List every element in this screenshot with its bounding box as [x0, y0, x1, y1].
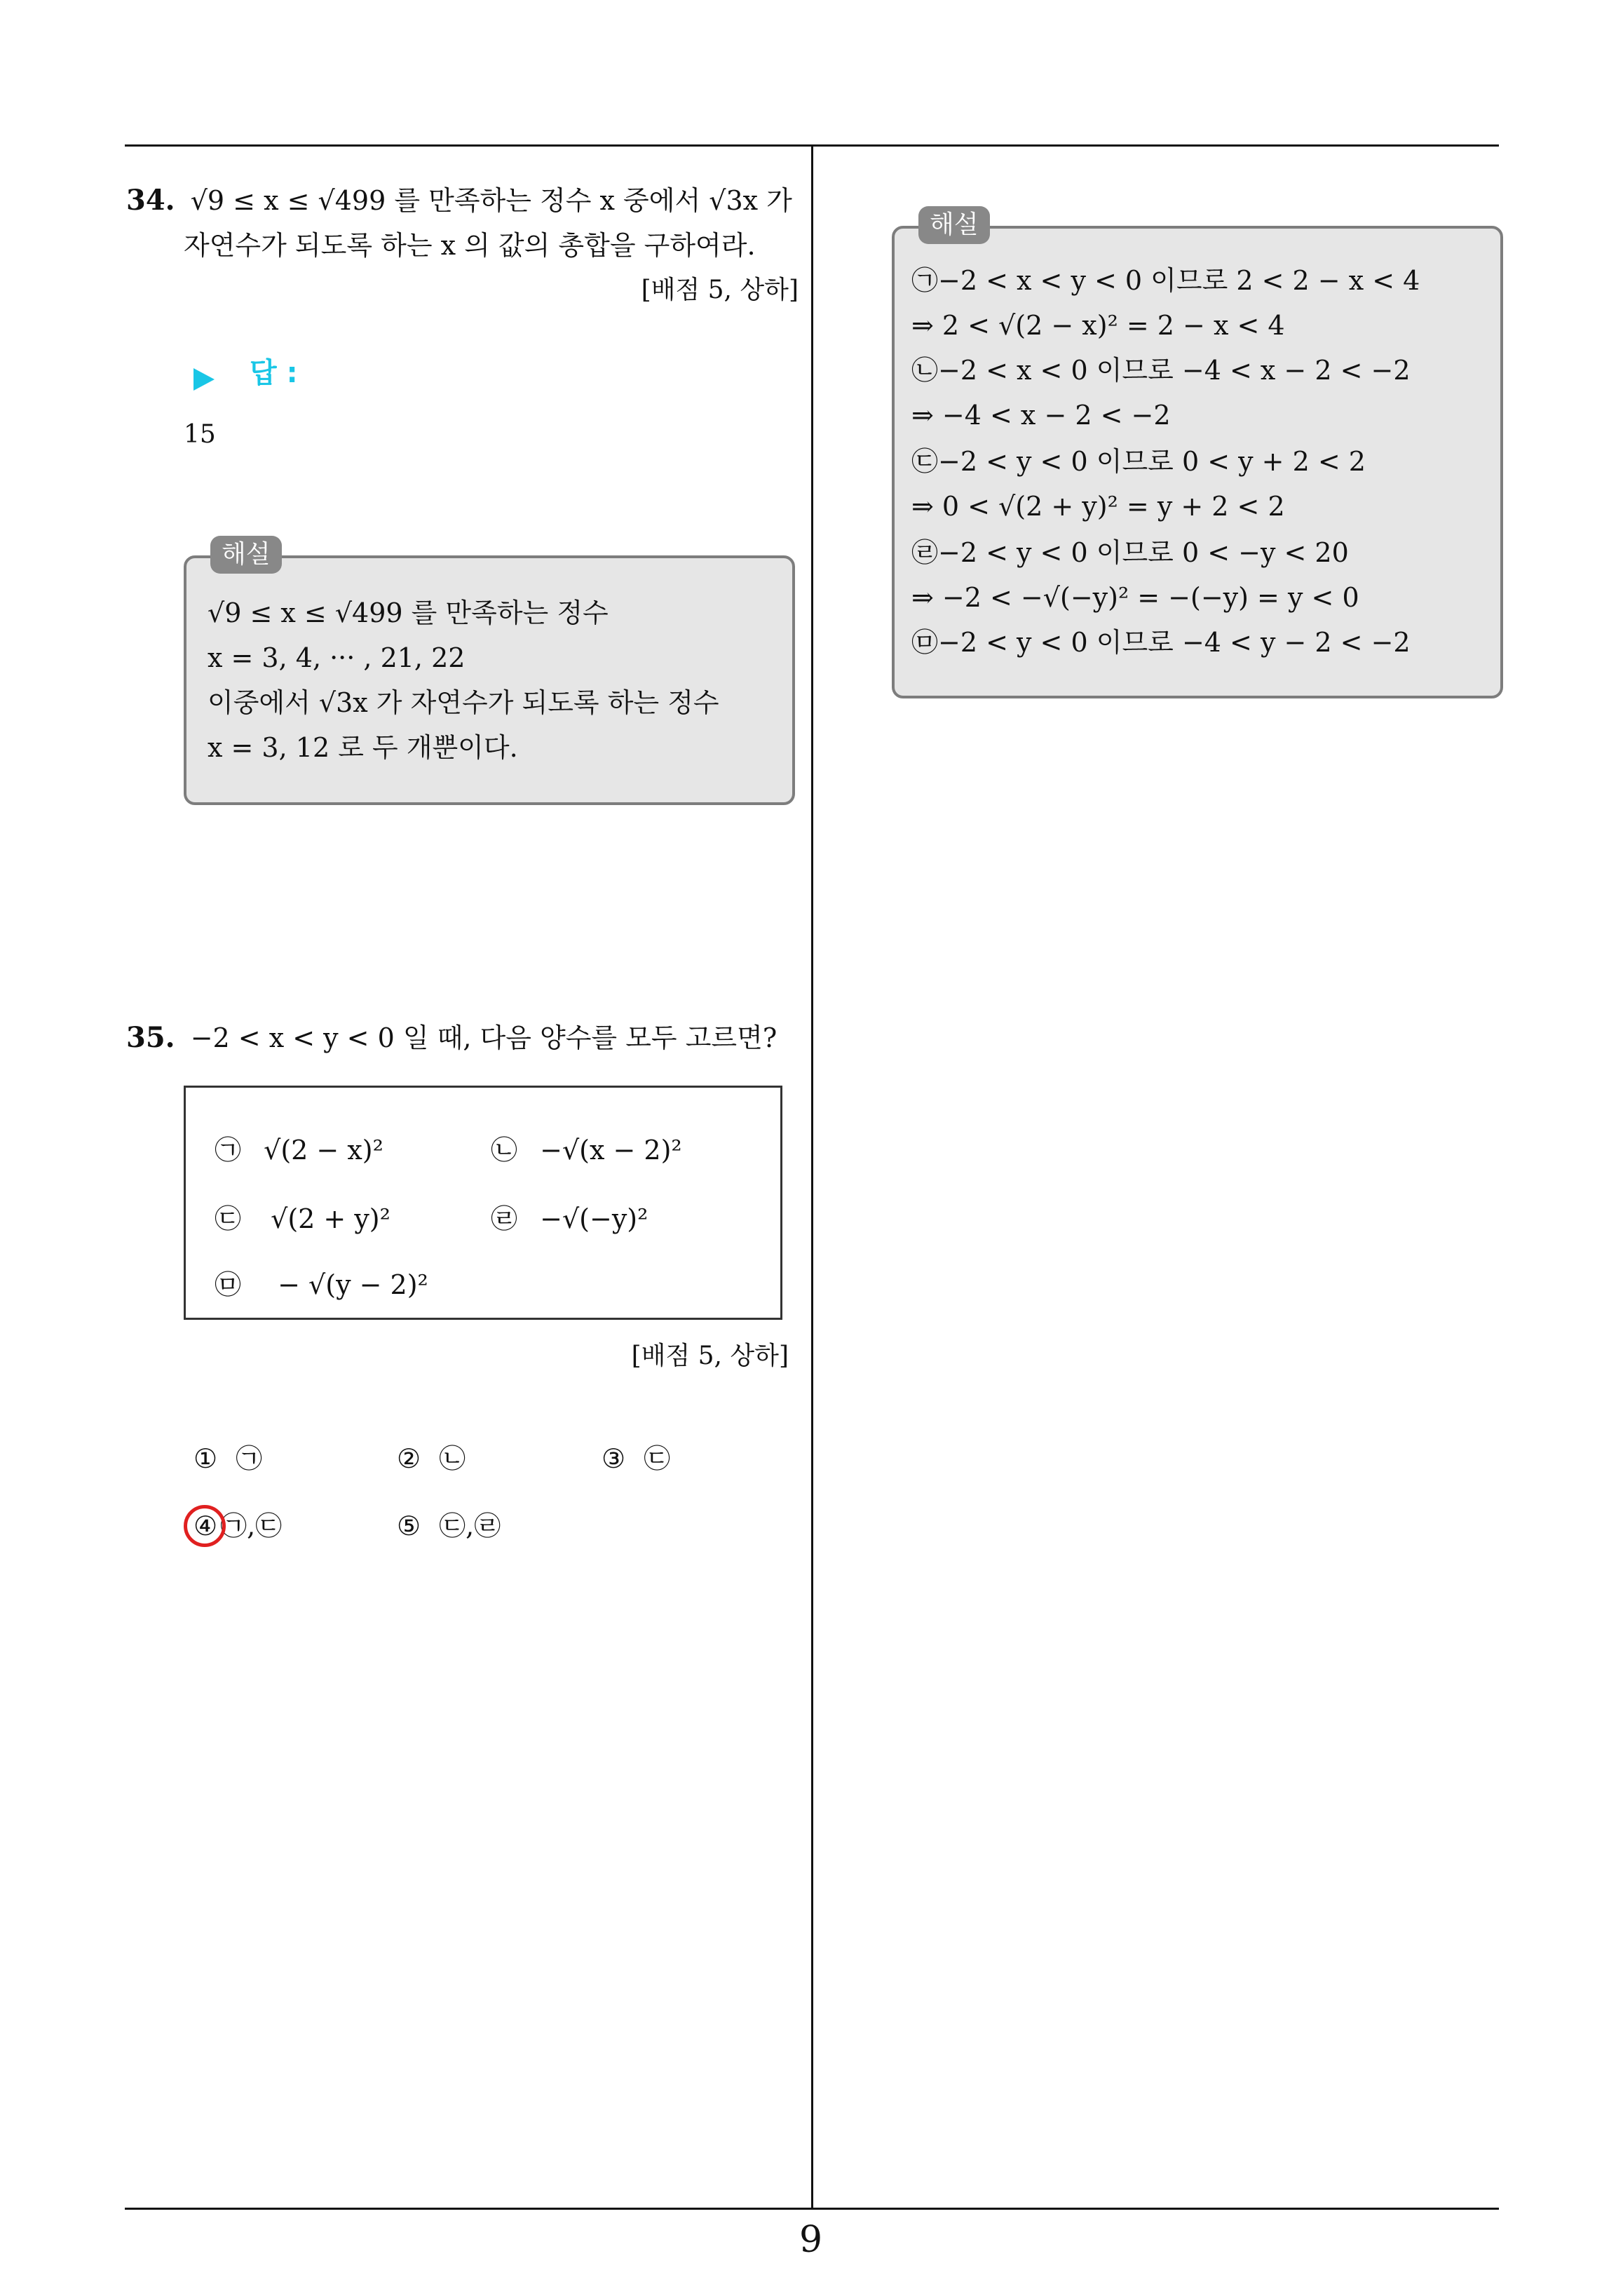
item-expr: −√(x − 2)² [540, 1135, 682, 1166]
q35-item-5 [215, 1262, 428, 1307]
item-mark: ㉤ [215, 1269, 242, 1300]
column-divider [811, 144, 813, 2209]
bottom-rule [125, 2208, 1499, 2210]
q35-question: −2 < x < y < 0 일 때, 다음 양수를 모두 고르면? [190, 1022, 777, 1053]
q35-sol-line-5: ㉢−2 < y < 0 이므로 0 < y + 2 < 2 [911, 446, 1366, 477]
page-number: 9 [799, 2219, 823, 2261]
choice-text: ㉠,㉢ [220, 1511, 283, 1541]
q35-points: [배점 5, 상하] [631, 1342, 789, 1370]
q35-sol-line-7: ㉣−2 < y < 0 이므로 0 < −y < 20 [911, 537, 1349, 568]
q34-sol-line-2: x = 3, 4, ··· , 21, 22 [208, 642, 466, 673]
q35-solution-tag: 해설 [918, 206, 990, 244]
selected-choice-circle [184, 1505, 226, 1547]
q35-line [126, 1015, 777, 1060]
choice-text: ㉢ [644, 1443, 671, 1474]
q34-sol-line-4: x = 3, 12 로 두 개뿐이다. [208, 732, 518, 763]
choice-text: ㉢,㉣ [439, 1511, 501, 1541]
q35-number: 35. [126, 1021, 175, 1054]
q34-answer-value: 15 [184, 420, 216, 449]
item-mark: ㉢ [215, 1203, 242, 1234]
item-mark: ㉠ [215, 1135, 242, 1166]
q34-text-line1: √9 ≤ x ≤ √499 를 만족하는 정수 x 중에서 √3x 가 [190, 185, 792, 216]
choice-2[interactable] [397, 1436, 466, 1481]
choice-num: ⑤ [397, 1511, 421, 1541]
choice-1[interactable] [193, 1436, 262, 1481]
q34-sol-line-1: √9 ≤ x ≤ √499 를 만족하는 정수 [208, 597, 609, 628]
choice-num: ① [193, 1443, 218, 1474]
q35-sol-line-4: ⇒ −4 < x − 2 < −2 [911, 400, 1171, 431]
q35-item-4 [491, 1196, 648, 1241]
q34-answer-label: 답 : [250, 357, 298, 389]
item-expr: − √(y − 2)² [278, 1269, 428, 1300]
choice-text: ㉠ [236, 1443, 263, 1474]
item-expr: −√(−y)² [540, 1203, 648, 1234]
q35-item-1 [215, 1128, 383, 1173]
choice-num: ③ [602, 1443, 626, 1474]
item-mark: ㉡ [491, 1135, 518, 1166]
q34-sol-line-3: 이중에서 √3x 가 자연수가 되도록 하는 정수 [208, 687, 719, 718]
choice-text: ㉡ [439, 1443, 466, 1474]
item-mark: ㉣ [491, 1203, 518, 1234]
choice-5[interactable] [397, 1504, 501, 1548]
q35-sol-line-6: ⇒ 0 < √(2 + y)² = y + 2 < 2 [911, 491, 1285, 522]
q35-sol-line-3: ㉡−2 < x < 0 이므로 −4 < x − 2 < −2 [911, 355, 1411, 386]
q34-text-line2: 자연수가 되도록 하는 x 의 값의 총합을 구하여라. [184, 230, 756, 261]
q35-sol-line-1: ㉠−2 < x < y < 0 이므로 2 < 2 − x < 4 [911, 265, 1420, 296]
q34-number: 34. [126, 184, 175, 217]
item-expr: √(2 − x)² [264, 1135, 383, 1166]
q35-sol-line-8: ⇒ −2 < −√(−y)² = −(−y) = y < 0 [911, 582, 1359, 613]
q35-item-2 [491, 1128, 682, 1173]
q34-solution-tag: 해설 [210, 536, 282, 574]
q35-sol-line-9: ㉤−2 < y < 0 이므로 −4 < y − 2 < −2 [911, 627, 1411, 658]
play-triangle-icon [193, 368, 215, 391]
item-expr: √(2 + y)² [271, 1203, 391, 1234]
choice-num: ④ [193, 1511, 218, 1541]
choice-3[interactable] [602, 1436, 670, 1481]
q34-answer-row [193, 351, 298, 396]
q34-points: [배점 5, 상하] [641, 276, 799, 304]
q35-item-3 [215, 1196, 391, 1241]
q35-sol-line-2: ⇒ 2 < √(2 − x)² = 2 − x < 4 [911, 310, 1285, 341]
q34-line1 [126, 178, 792, 223]
choice-num: ② [397, 1443, 421, 1474]
